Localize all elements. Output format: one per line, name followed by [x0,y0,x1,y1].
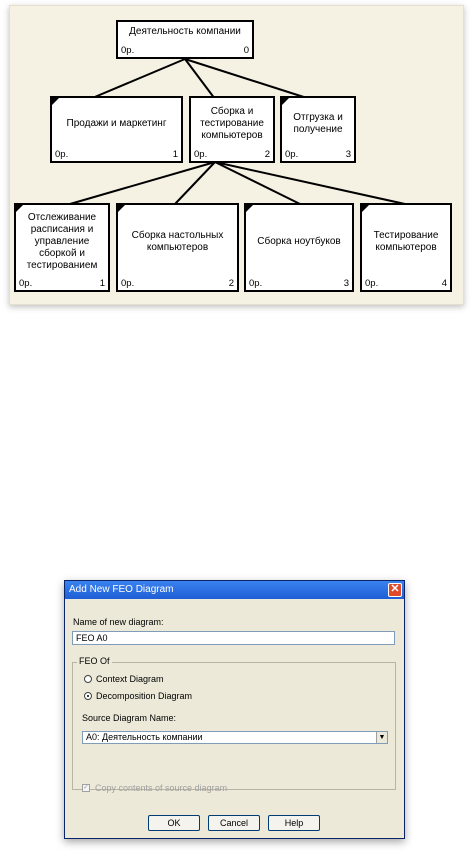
node-cost: 0р. [121,278,135,289]
node-cost: 0р. [365,278,379,289]
decomposition-diagram-radio[interactable] [84,692,92,700]
dialog-titlebar[interactable] [65,581,404,599]
decomposition-diagram [9,5,464,305]
node-schedule-tracking[interactable] [14,203,110,292]
copy-contents-label: Copy contents of source diagram [95,783,228,793]
chevron-down-icon[interactable]: ▼ [376,732,387,743]
close-icon[interactable]: ✕ [388,583,402,597]
cancel-button[interactable]: Cancel [208,815,260,831]
copy-contents-checkbox[interactable]: ✓ [83,784,89,791]
context-diagram-label[interactable]: Context Diagram [96,674,164,684]
node-title: Продажи и маркетинг [66,117,167,129]
node-number: 0 [243,45,249,56]
node-title: Отслеживание расписания и управление сборкой и тестированием [26,211,98,271]
source-diagram-select[interactable] [82,731,388,744]
connector-root-sales [90,59,185,99]
node-number: 1 [99,278,105,289]
node-cost: 0р. [121,45,135,56]
add-feo-diagram-dialog [64,580,405,839]
connector-assembly-testing [215,162,405,204]
node-cost: 0р. [249,278,263,289]
node-cost: 0р. [285,149,299,160]
name-label: Name of new diagram: [73,617,164,627]
node-cost: 0р. [19,278,33,289]
node-sales-marketing[interactable] [50,96,183,163]
node-computer-testing[interactable] [360,203,452,292]
node-number: 2 [228,278,234,289]
dialog-title: Add New FEO Diagram [69,584,174,595]
node-number: 3 [345,149,351,160]
node-title: Деятельность компании [129,26,241,37]
node-number: 4 [441,278,447,289]
node-cost: 0р. [55,149,69,160]
connector-assembly-laptop [215,162,300,204]
node-title: Сборка настольных компьютеров [131,229,224,253]
node-cost: 0р. [194,149,208,160]
context-diagram-radio[interactable] [84,675,92,683]
node-laptop-assembly[interactable] [244,203,354,292]
node-shipping-receiving[interactable] [280,96,356,163]
node-number: 3 [343,278,349,289]
connector-assembly-tracking [70,162,215,204]
connector-root-shipping [185,59,310,99]
node-desktop-assembly[interactable] [116,203,239,292]
source-diagram-label: Source Diagram Name: [82,713,177,723]
source-diagram-value: A0: Деятельность компании [86,732,203,742]
node-title: Сборка ноутбуков [257,235,341,247]
connector-root-assembly [185,59,215,99]
node-number: 1 [172,149,178,160]
help-button[interactable]: Help [268,815,320,831]
node-company-activity[interactable] [116,20,254,59]
node-title: Сборка и тестирование компьютеров [200,105,264,141]
node-title: Отгрузка и получение [293,111,343,135]
node-assembly-testing[interactable] [189,96,275,163]
feo-of-label: FEO Of [79,656,110,666]
diagram-name-input[interactable]: FEO A0 [72,631,395,645]
ok-button[interactable]: OK [148,815,200,831]
node-number: 2 [264,149,270,160]
decomposition-diagram-label[interactable]: Decomposition Diagram [96,691,193,701]
node-title: Тестирование компьютеров [373,229,439,253]
